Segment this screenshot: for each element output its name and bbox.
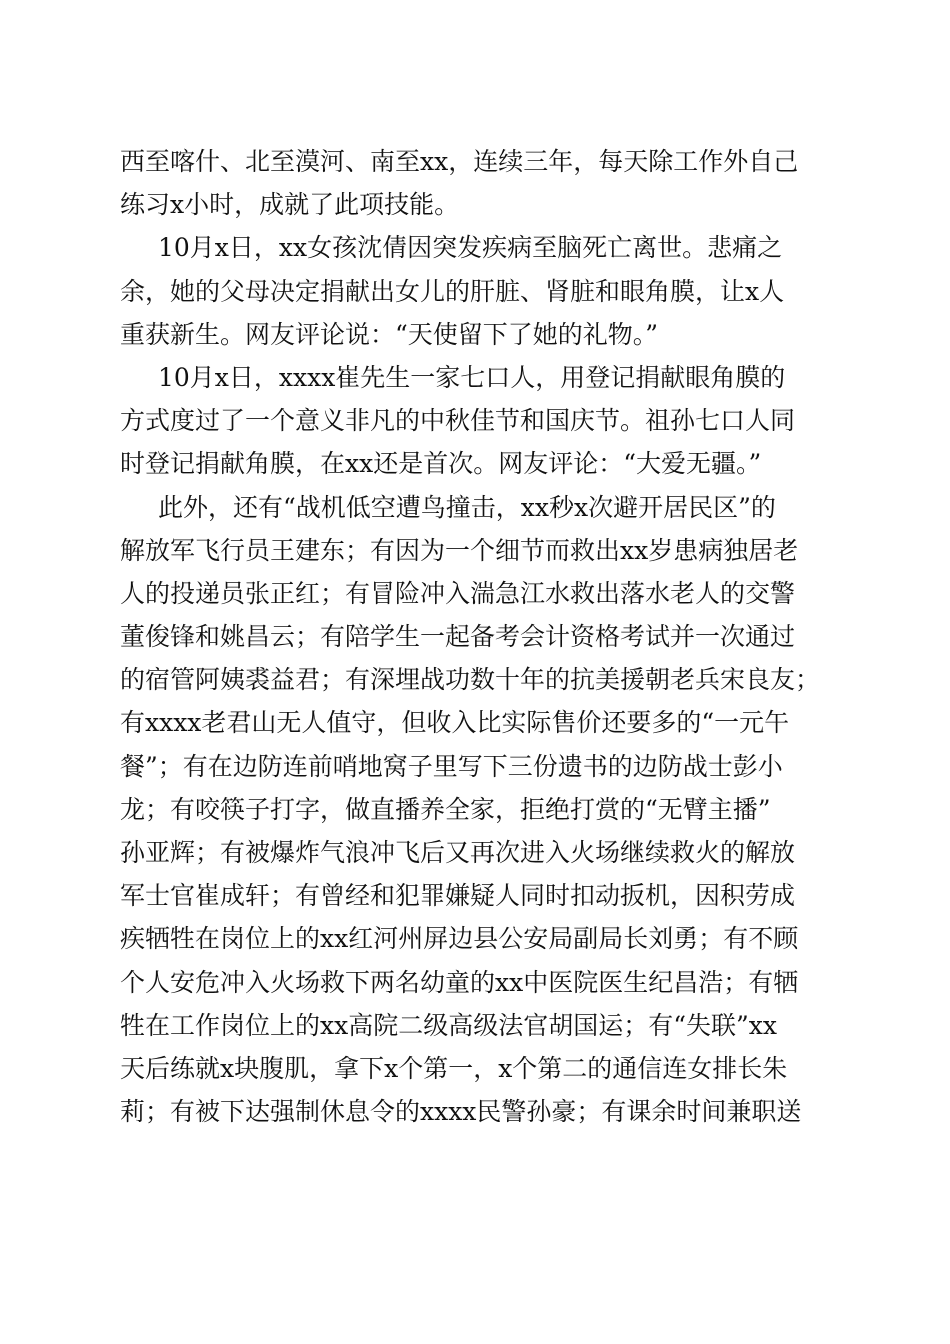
text-line: 天后练就x块腹肌，拿下x个第一，x个第二的通信连女排长朱: [120, 1053, 788, 1083]
text-line: 个人安危冲入火场救下两名幼童的xx中医院医生纪昌浩；有牺: [120, 967, 799, 997]
text-line: 时登记捐献角膜，在xx还是首次。网友评论：“大爱无疆。”: [120, 449, 762, 479]
text-line: 人的投递员张正红；有冒险冲入湍急江水救出落水老人的交警: [120, 578, 796, 608]
text-line: 餐”；有在边防连前哨地窝子里写下三份遗书的边防战士彭小: [120, 751, 783, 781]
text-line: 董俊锋和姚昌云；有陪学生一起备考会计资格考试并一次通过: [120, 622, 796, 652]
text-line: 余，她的父母决定捐献出女儿的肝脏、肾脏和眼角膜，让x人: [120, 276, 785, 306]
paragraph-start-line: 此外，还有“战机低空遭鸟撞击，xx秒x次避开居民区”的: [158, 492, 776, 522]
text-line: 龙；有咬筷子打字，做直播养全家，拒绝打赏的“无臂主播”: [120, 794, 771, 824]
text-line: 西至喀什、北至漠河、南至xx，连续三年，每天除工作外自己: [120, 147, 799, 176]
document-body: [120, 140, 832, 1133]
paragraph-start-line: 10月x日，xx女孩沈倩因突发疾病至脑死亡离世。悲痛之: [158, 233, 783, 263]
paragraph-start-line: 10月x日，xxxx崔先生一家七口人，用登记捐献眼角膜的: [158, 362, 786, 392]
text-line: 方式度过了一个意义非凡的中秋佳节和国庆节。祖孙七口人同: [120, 406, 796, 436]
text-line: 有xxxx老君山无人值守，但收入比实际售价还要多的“一元午: [120, 708, 790, 738]
text-line: 牲在工作岗位上的xx高院二级高级法官胡国运；有“失联”xx: [120, 1010, 777, 1040]
text-line: 重获新生。网友评论说：“天使留下了她的礼物。”: [120, 319, 659, 349]
text-line: 军士官崔成轩；有曾经和犯罪嫌疑人同时扣动扳机，因积劳成: [120, 881, 796, 911]
text-line: 疾牺牲在岗位上的xx红河州屏边县公安局副局长刘勇；有不顾: [120, 924, 799, 954]
text-line: 练习x小时，成就了此项技能。: [120, 190, 460, 220]
text-line: 孙亚辉；有被爆炸气浪冲飞后又再次进入火场继续救火的解放: [120, 838, 796, 867]
text-line: 的宿管阿姨裘益君；有深埋战功数十年的抗美援朝老兵宋良友；: [120, 665, 821, 695]
text-line: 解放军飞行员王建东；有因为一个细节而救出xx岁患病独居老: [120, 535, 799, 565]
text-line: 莉；有被下达强制休息令的xxxx民警孙豪；有课余时间兼职送: [120, 1097, 802, 1127]
